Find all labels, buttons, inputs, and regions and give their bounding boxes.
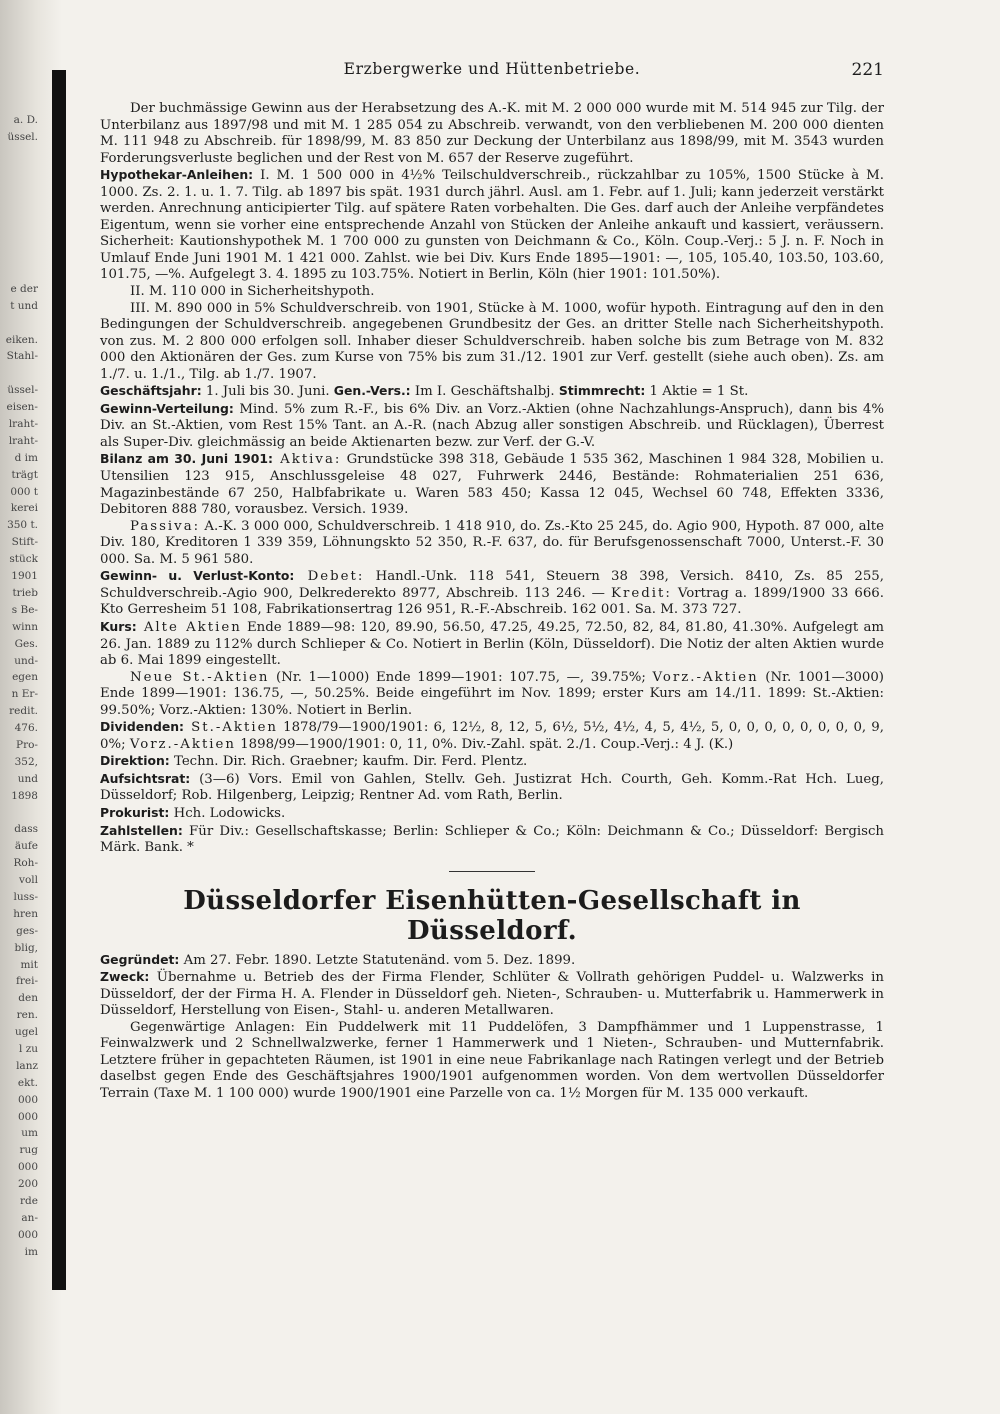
- margin-fragment: 000: [17, 1228, 38, 1241]
- margin-fragment: üssel.: [7, 130, 38, 143]
- margin-fragment: äufe: [14, 840, 38, 853]
- margin-fragment: t und: [10, 299, 38, 312]
- margin-fragment: 1898: [11, 789, 38, 802]
- section-key: Direktion:: [100, 753, 170, 769]
- margin-fragment: s Be-: [11, 603, 38, 616]
- margin-fragment: [2, 163, 38, 180]
- spaced-label: Vorz.-Aktien: [652, 669, 759, 685]
- margin-fragment: stück: [9, 553, 38, 566]
- entry-paragraph: [100, 101, 884, 167]
- margin-fragment: eisen-: [6, 401, 38, 414]
- margin-fragment: [2, 315, 38, 332]
- margin-fragment: egen: [12, 671, 38, 684]
- spaced-label: Debet:: [294, 569, 365, 585]
- margin-fragment: rde: [20, 1195, 38, 1207]
- entry-paragraph: [100, 823, 884, 857]
- margin-fragment: ren.: [16, 1009, 38, 1022]
- margin-fragment: redit.: [9, 705, 38, 718]
- section-key: Kurs:: [100, 618, 137, 634]
- company-paragraph: [100, 969, 884, 1020]
- margin-fragment: l zu: [19, 1042, 38, 1055]
- margin-fragment: 200: [17, 1178, 38, 1191]
- margin-fragment: d im: [14, 451, 38, 464]
- margin-fragment: und-: [14, 654, 38, 667]
- paragraph-text: Techn. Dir. Rich. Graebner; kaufm. Dir. Ferd. Plentz.: [169, 754, 528, 770]
- section-key: Gewinn- u. Verlust-Konto:: [100, 568, 295, 584]
- margin-fragment: 000 t: [10, 485, 38, 498]
- margin-fragment: [2, 247, 38, 264]
- entry-paragraph: [100, 753, 884, 771]
- entry-paragraph: [100, 451, 884, 518]
- entry-paragraph: [100, 167, 884, 284]
- running-title: Erzbergwerke und Hüttenbetriebe.: [343, 60, 641, 78]
- margin-fragment: ekt.: [17, 1076, 38, 1089]
- company-paragraph: [100, 1020, 884, 1103]
- paragraph-text: Grundstücke 398 318, Gebäude 1 535 362, Maschinen 1 984 328, Mobilien u. Utensilien 123 915, Anschlussgeleise 48 027, Fuhrwerk 2446, Bestände: Rohmaterialien 251 636, Magazinbestände 67 250, Halbfabrikate u. Waren 583 450; Kassa 12 045, Wechsel 60 748, Effekten 3336, Debitoren 888 780, vorausbez. Versich. 1939.: [100, 452, 885, 518]
- paragraph-text: Mind. 5% zum R.-F., bis 6% Div. an Vorz.-Aktien (ohne Nachzahlungs-Anspruch), dann bis 4% Div. an St.-Aktien, vom Rest 15% Tant. an A.-R. (nach Abzug aller sonstigen Abschreib. und Rücklagen), Überrest als Super-Div. gleichmässig an beide Aktienarten bezw. zur Verf. der G.-V.: [100, 401, 884, 450]
- section-key: Hypothekar-Anleihen:: [100, 167, 254, 183]
- entry-paragraph: [100, 383, 884, 401]
- section-key: Zweck:: [100, 969, 150, 985]
- margin-fragment: [2, 230, 38, 247]
- margin-fragment: an-: [21, 1211, 38, 1224]
- paragraph-text: (Nr. 1001—3000) Ende 1899—1901: 136.75, —, 50.25%. Beide eingeführt im Nov. 1899; erster Kurs am 14./11. 1899: St.-Aktien: 99.50%; Vorz.-Aktien: 130%. Notiert in Berlin.: [100, 669, 884, 718]
- paragraph-text: (3—6) Vors. Emil von Gahlen, Stellv. Geh. Justizrat Hch. Courth, Geh. Komm.-Rat Hch. Lueg, Düsseldorf; Rob. Hilgenberg, Leipzig; Rentner Ad. vom Rath, Berlin.: [100, 771, 884, 804]
- section-key: Aufsichtsrat:: [100, 770, 191, 786]
- margin-fragment: [2, 180, 38, 197]
- paragraph-text: Ende 1889—98: 120, 89.90, 56.50, 47.25, 49.25, 72.50, 82, 84, 81.80, 41.30%. Aufgelegt am 26. Jan. 1889 zu 112% durch Schlieper & Co. Notiert in Berlin (Köln, Düsseldorf). Die Notiz der alten Aktien wurde ab 6. Mai 1899 eingestellt.: [100, 619, 884, 669]
- margin-fragment: winn: [12, 620, 38, 633]
- spaced-label: St.-Aktien: [184, 720, 278, 736]
- margin-fragment: a. D.: [13, 114, 38, 126]
- paragraph-text: Vortrag a. 1899/1900 33 666. Kto Gerresheim 51 108, Fabrikationsertrag 126 951, R.-F.-Abschreib. 162 001. Sa. M. 373 727.: [100, 585, 884, 618]
- spaced-label: Neue St.-Aktien: [130, 669, 270, 685]
- spaced-label: Aktiva:: [272, 452, 342, 468]
- margin-fragment: mit: [20, 958, 38, 971]
- paragraph-text: 1. Juli bis 30. Juni.: [201, 384, 334, 400]
- section-key: Gewinn-Verteilung:: [100, 400, 234, 416]
- entry-paragraph: [100, 284, 884, 301]
- page-number: 221: [851, 60, 884, 80]
- margin-fragment: e der: [10, 282, 38, 295]
- margin-fragment: [2, 213, 38, 230]
- entry-paragraph: [100, 568, 884, 619]
- margin-fragment: im: [24, 1245, 38, 1258]
- page-content: [100, 101, 884, 1103]
- margin-fragment: [2, 365, 38, 382]
- paragraph-text: Hch. Lodowicks.: [169, 805, 286, 821]
- section-key: Prokurist:: [100, 804, 170, 820]
- margin-fragment: rug: [19, 1144, 38, 1157]
- paragraph-text: (Nr. 1—1000) Ende 1899—1901: 107.75, —, 39.75%;: [269, 669, 653, 685]
- entry-paragraph: [100, 619, 884, 670]
- margin-fragment: 476.: [14, 722, 38, 735]
- section-divider: [449, 871, 535, 872]
- margin-fragment: Roh-: [13, 857, 38, 870]
- margin-fragment: 1901: [11, 570, 38, 583]
- section-key: Stimmrecht:: [558, 383, 646, 399]
- margin-fragment: kerei: [10, 502, 38, 515]
- margin-fragment: [2, 146, 38, 163]
- running-header: [100, 60, 884, 84]
- section-key: Zahlstellen:: [100, 822, 183, 838]
- margin-fragment: n Er-: [11, 688, 38, 701]
- company-title: Düsseldorfer Eisenhütten-Gesellschaft in Düsseldorf.: [183, 885, 801, 946]
- section-key: Gen.-Vers.:: [333, 383, 411, 399]
- section-key: Dividenden:: [100, 719, 184, 735]
- margin-fragment: dass: [14, 823, 38, 836]
- spaced-label: Vorz.-Aktien: [129, 736, 236, 752]
- paragraph-text: 1878/79—1900/1901: 6, 12½, 8, 12, 5, 6½, 5½, 4½, 4, 5, 4½, 5, 0, 0, 0, 0, 0, 0, 0, 0, 9, 0%;: [100, 720, 884, 752]
- spaced-label: Alte Aktien: [136, 619, 242, 635]
- paragraph-text: Am 27. Febr. 1890. Letzte Statutenänd. vom 5. Dez. 1899.: [179, 952, 576, 968]
- margin-fragment: Stift-: [11, 536, 38, 549]
- paragraph-text: Für Div.: Gesellschaftskasse; Berlin: Schlieper & Co.; Köln: Deichmann & Co.; Düsseldorf: Bergisch Märk. Bank. *: [100, 823, 884, 856]
- margin-fragment: hren: [13, 907, 38, 920]
- margin-fragment: den: [18, 992, 38, 1005]
- entry-paragraph: [100, 771, 884, 805]
- margin-fragment: Pro-: [16, 738, 38, 751]
- margin-fragment: trägt: [11, 468, 38, 481]
- margin-fragment: trieb: [12, 586, 38, 599]
- margin-fragment: 000: [17, 1110, 38, 1123]
- margin-fragment: lraht-: [8, 418, 38, 431]
- margin-fragment: 350 t.: [7, 519, 38, 532]
- paragraph-text: A.-K. 3 000 000, Schuldverschreib. 1 418 910, do. Zs.-Kto 25 245, do. Agio 900, Hypoth. 87 000, alte Div. 180, Kreditoren 1 339 359, Löhnungskto 52 350, R.-F. 637, do. für Berufsgenossenschaft 7000, Unterst.-F. 30 000. Sa. M. 5 961 580.: [100, 518, 884, 567]
- margin-fragment: ges-: [16, 924, 38, 937]
- company-entry-continued: [100, 101, 884, 857]
- margin-fragment: 352,: [14, 755, 38, 768]
- margin-fragment: Ges.: [14, 637, 38, 650]
- paragraph-text: III. M. 890 000 in 5% Schuldverschreib. von 1901, Stücke à M. 1000, wofür hypoth. Eintragung auf den in den Bedingungen der Schuldverschreib. angegebenen Grundbesitz der Ges. an dritter Stelle nach Sicherheitshypoth. von zus. M. 2 800 000 erfolgen soll. Inhaber dieser Schuldverschreib. haben solche bis zum Betrage von M. 832 000 den Aktionären der Ges. zum Kurse von 75% bis zum 31./12. 1901 zur Verf. gestellt (siehe auch oben). Zs. am 1./7. u. 1./1., Tilg. ab 1./7. 1907.: [100, 300, 884, 382]
- margin-fragment: [2, 264, 38, 281]
- margin-fragment: lraht-: [8, 434, 38, 447]
- section-key: Gegründet:: [100, 951, 180, 967]
- margin-fragment: Stahl-: [6, 350, 38, 363]
- binding-edge: [52, 70, 66, 1290]
- entry-paragraph: [100, 719, 884, 753]
- margin-fragment: eiken.: [5, 333, 38, 346]
- margin-fragment: üssel-: [7, 384, 38, 397]
- margin-fragment: um: [21, 1127, 38, 1140]
- paragraph-text: I. M. 1 500 000 in 4½% Teilschuldverschreib., rückzahlbar zu 105%, 1500 Stücke à M. 1000. Zs. 2. 1. u. 1. 7. Tilg. ab 1897 bis spät. 1931 durch jährl. Ausl. am 1. Febr. auf 1. Juli; kann jederzeit verstärkt werden. Anrechnung anticipierter Tilg. auf spätere Raten vorbehalten. Die Ges. darf auch der Anleihe verpfändetes Eigentum, wenn sie vorher eine entsprechende Anzahl von Stücken der Anleihe ankauft und kassiert, veräussern. Sicherheit: Kautionshypothek M. 1 700 000 zu gunsten von Deichmann & Co., Köln. Coup.-Verj.: 5 J. n. F. Noch in Umlauf Ende Juni 1901 M. 1 421 000. Zahlst. wie bei Div. Kurs Ende 1895—1901: —, 105, 105.40, 103.50, 103.60, 101.75, —%. Aufgelegt 3. 4. 1895 zu 103.75%. Notiert in Berlin, Köln (hier 1901: 101.50%).: [100, 168, 884, 283]
- paragraph-text: 1 Aktie = 1 St.: [645, 384, 749, 400]
- margin-fragment: voll: [19, 874, 38, 887]
- spaced-label: Kredit:: [611, 585, 672, 601]
- margin-fragment: [2, 805, 38, 822]
- margin-fragment: frei-: [15, 975, 38, 988]
- paragraph-text: II. M. 110 000 in Sicherheitshypoth.: [130, 284, 375, 300]
- paragraph-text: Im I. Geschäftshalbj.: [410, 384, 559, 400]
- section-key: Geschäftsjahr:: [100, 383, 202, 399]
- entry-paragraph: [100, 805, 884, 823]
- entry-paragraph: [100, 301, 884, 384]
- margin-fragment: 000: [17, 1161, 38, 1174]
- paragraph-text: Übernahme u. Betrieb des der Firma Flender, Schlüter & Vollrath gehörigen Puddel- u. Walzwerks in Düsseldorf, der der Firma H. A. Flender in Düsseldorf geh. Nieten-, Schrauben- u. Mutterfabrik u. Hammerwerk in Düsseldorf, Herstellung von Eisen-, Stahl- u. anderen Metallwaren.: [100, 970, 884, 1019]
- entry-paragraph: [100, 401, 884, 452]
- spaced-label: Passiva:: [130, 518, 201, 534]
- section-key: Bilanz am 30. Juni 1901:: [100, 451, 273, 467]
- margin-fragment: lanz: [16, 1059, 38, 1072]
- margin-fragment: blig,: [14, 941, 38, 954]
- entry-paragraph: [100, 670, 884, 720]
- company-paragraph: [100, 952, 884, 970]
- margin-fragment: [2, 196, 38, 213]
- paragraph-text: Handl.-Unk. 118 541, Steuern 38 398, Versich. 8410, Zs. 85 255, Schuldverschreib.-Agio 900, Delkrederekto 8977, Abschreib. 113 246. —: [100, 569, 884, 601]
- entry-paragraph: [100, 519, 884, 569]
- paragraph-text: Gegenwärtige Anlagen: Ein Puddelwerk mit 11 Puddelöfen, 3 Dampfhämmer und 1 Luppenstrasse, 1 Feinwalzwerk und 2 Schnellwalzwerke, ferner 1 Hammerwerk und 1 Nieten-, Schrauben- und Mutternfabrik. Letztere früher in gepachteten Räumen, ist 1901 in eine neue Fabrikanlage nach Ratingen verlegt und der Betrieb daselbst gegen Ende des Geschäftsjahres 1900/1901 aufgenommen worden. Von dem wertvollen Düsseldorfer Terrain (Taxe M. 1 100 000) wurde 1900/1901 eine Parzelle von ca. 1½ Morgen für M. 135 000 verkauft.: [100, 1019, 884, 1101]
- margin-fragment: ugel: [14, 1026, 38, 1039]
- margin-fragment: und: [17, 772, 38, 785]
- paragraph-text: Der buchmässige Gewinn aus der Herabsetzung des A.-K. mit M. 2 000 000 wurde mit M. 514 945 zur Tilg. der Unterbilanz aus 1897/98 und mit M. 1 285 054 zu Abschreib. verwandt, von den verbliebenen M. 200 000 dienten M. 111 948 zu Abschreib. für 1898/99, M. 83 850 zur Deckung der Unterbilanz aus 1898/99, mit M. 3543 wurden Forderungsverluste beglichen und der Rest von M. 657 der Reserve zugeführt.: [100, 101, 884, 166]
- margin-fragment: 000: [17, 1093, 38, 1106]
- previous-page-margin-fragments: [2, 112, 38, 1261]
- paragraph-text: 1898/99—1900/1901: 0, 11, 0%. Div.-Zahl. spät. 2./1. Coup.-Verj.: 4 J. (K.): [235, 736, 734, 752]
- company-entry-new: [100, 952, 884, 1103]
- margin-fragment: luss-: [13, 890, 38, 903]
